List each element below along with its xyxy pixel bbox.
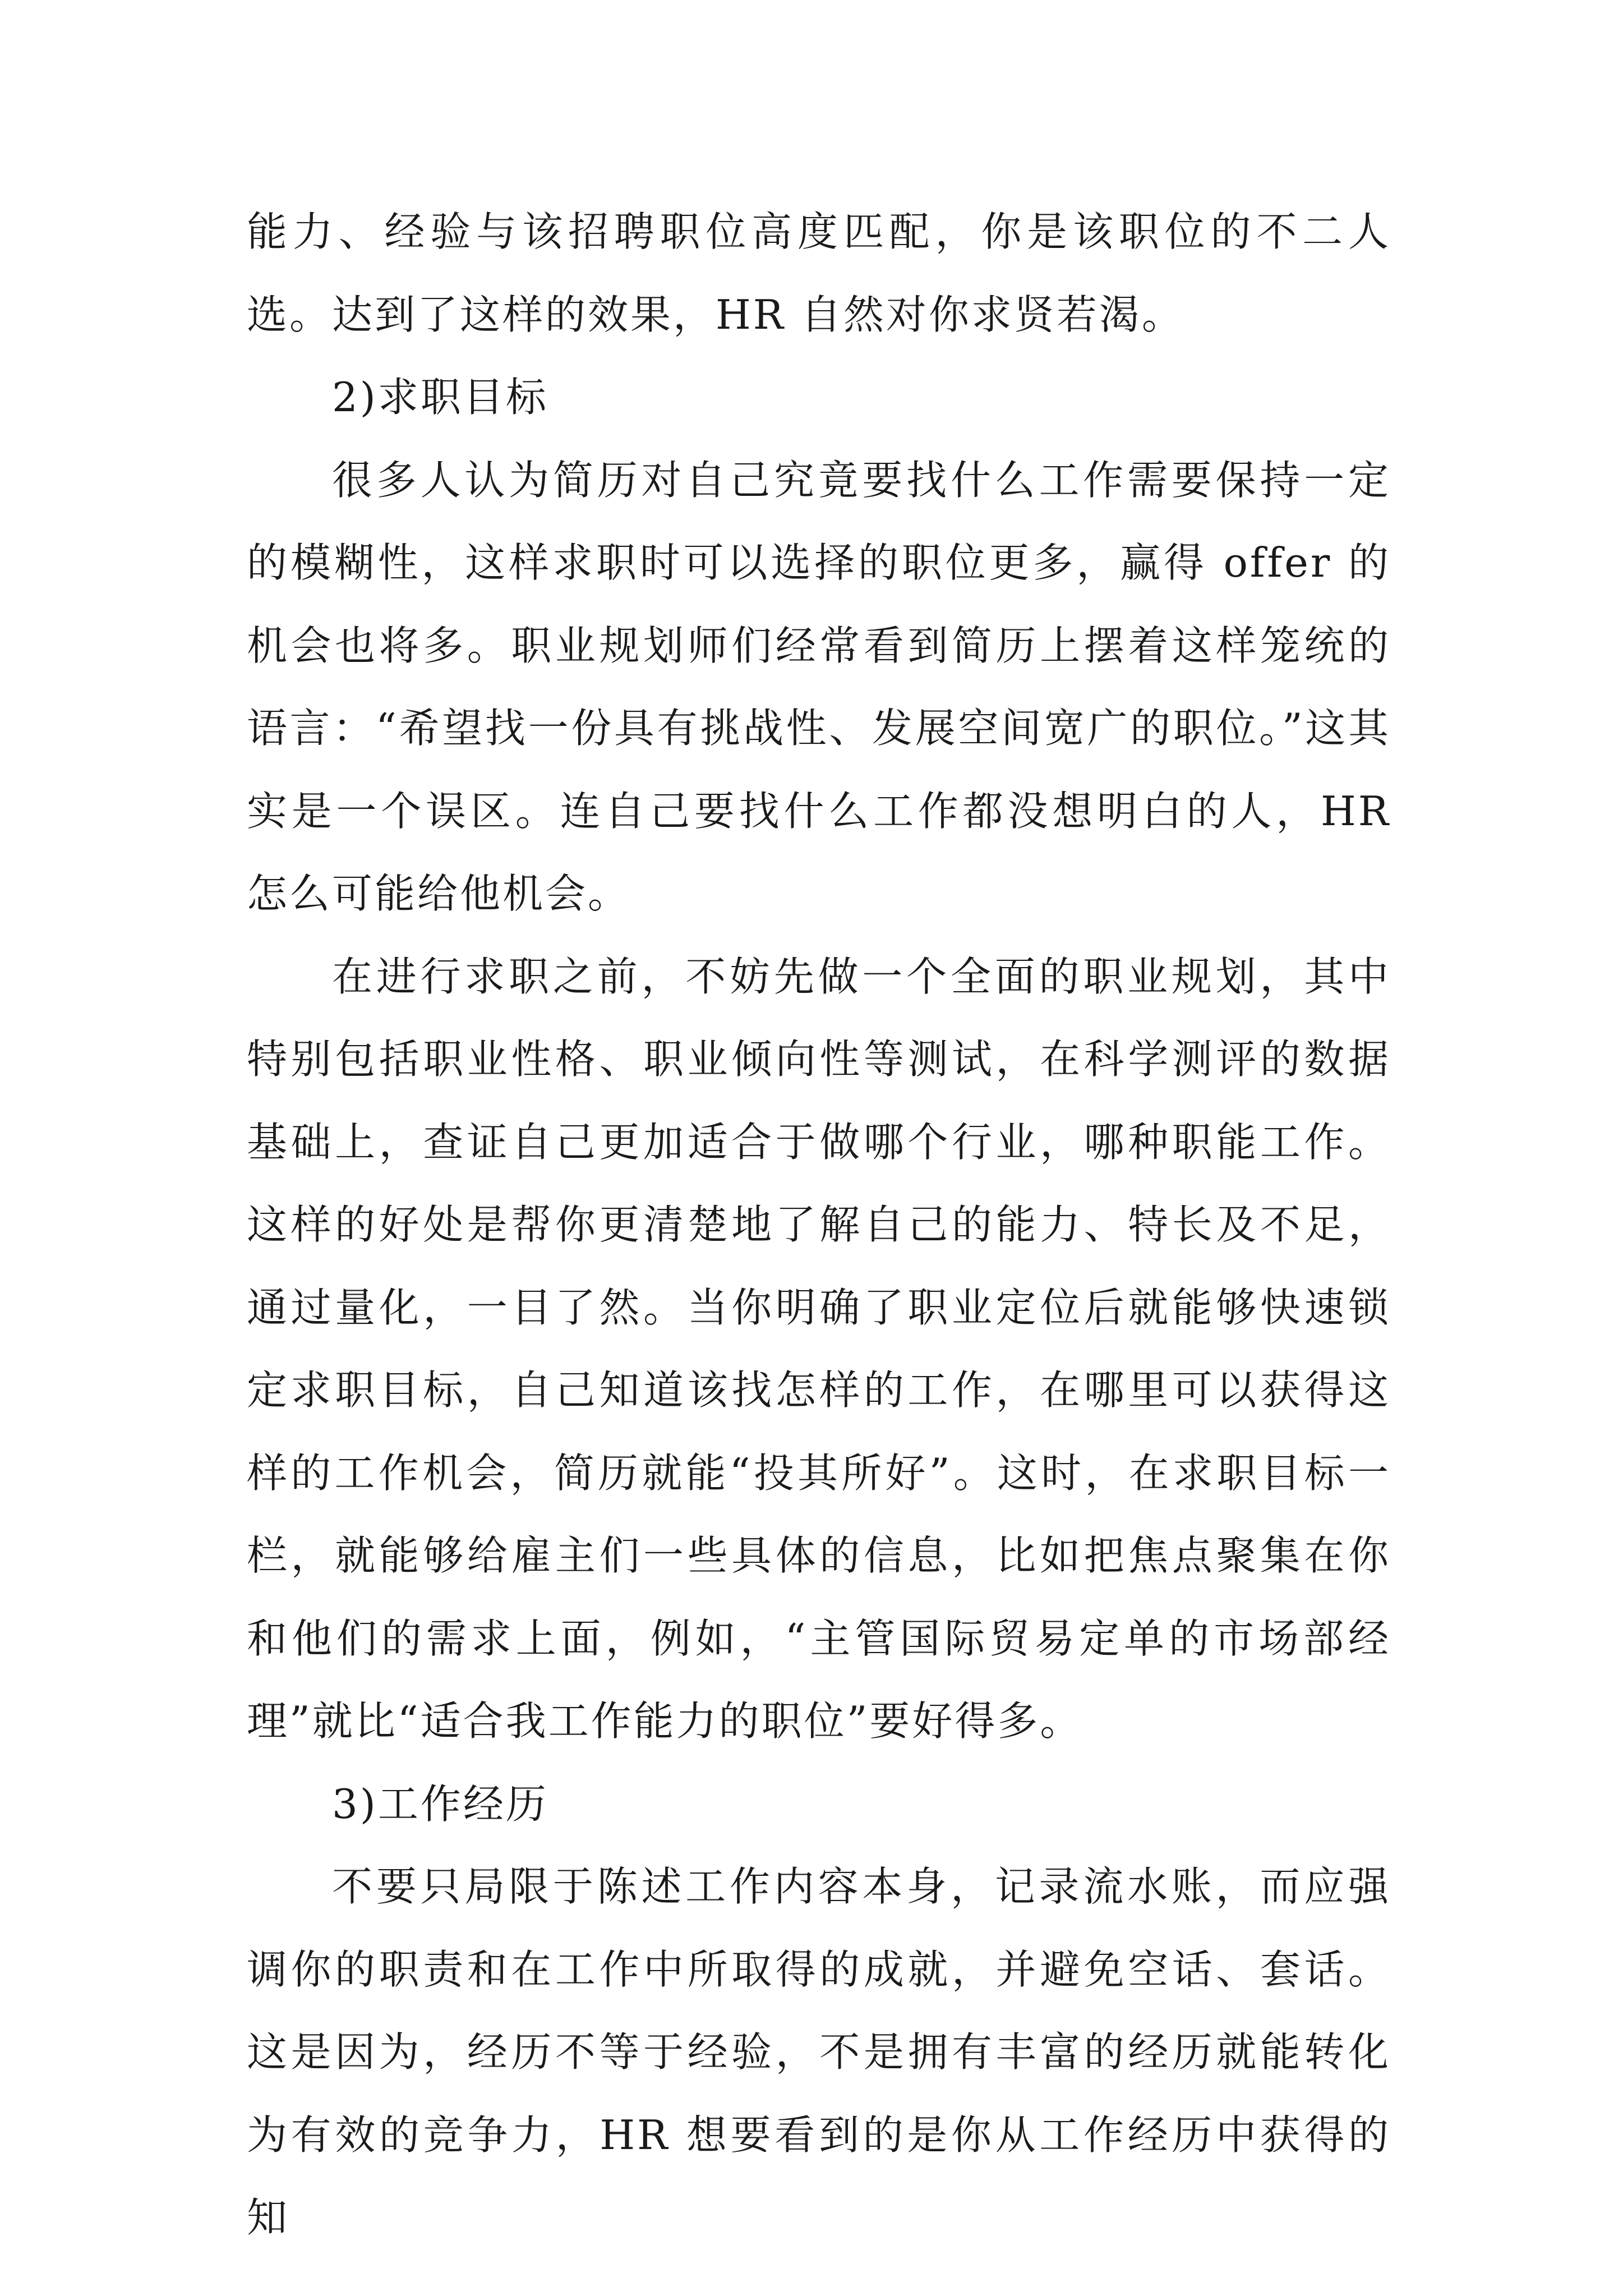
document-body <box>247 191 1391 2260</box>
section-heading-job-objective: 2)求职目标 <box>332 374 548 421</box>
paragraph-career-planning: 在进行求职之前，不妨先做一个全面的职业规划，其中特别包括职业性格、职业倾向性等测试，在科学测评的数据基础上，查证自己更加适合于做哪个行业，哪种职能工作。这样的好处是帮你更清楚地了解自己的能力、特长及不足，通过量化，一目了然。当你明确了职业定位后就能够快速锁定求职目标，自己知道该找怎样的工作，在哪里可以获得这样的工作机会，简历就能“投其所好”。这时，在求职目标一栏，就能够给雇主们一些具体的信息，比如把焦点聚集在你和他们的需求上面，例如，“主管国际贸易定单的市场部经理”就比“适合我工作能力的职位”要好得多。 <box>247 953 1391 1745</box>
paragraph-vague-objective: 很多人认为简历对自己究竟要找什么工作需要保持一定的模糊性，这样求职时可以选择的职位更多，赢得 offer 的机会也将多。职业规划师们经常看到简历上摆着这样笼统的语言：“希望找一份具有挑战性、发展空间宽广的职位。”这其实是一个误区。连自己要找什么工作都没想明白的人，HR 怎么可能给他机会。 <box>247 456 1391 917</box>
paragraph-work-experience: 不要只局限于陈述工作内容本身，记录流水账，而应强调你的职责和在工作中所取得的成就，并避免空话、套话。这是因为，经历不等于经验，不是拥有丰富的经历就能转化为有效的竞争力，HR 想要看到的是你从工作经历中获得的知 <box>247 1863 1391 2241</box>
paragraph-continuation: 能力、经验与该招聘职位高度匹配，你是该职位的不二人选。达到了这样的效果，HR 自然对你求贤若渴。 <box>247 208 1391 338</box>
section-heading-work-experience: 3)工作经历 <box>332 1780 548 1828</box>
